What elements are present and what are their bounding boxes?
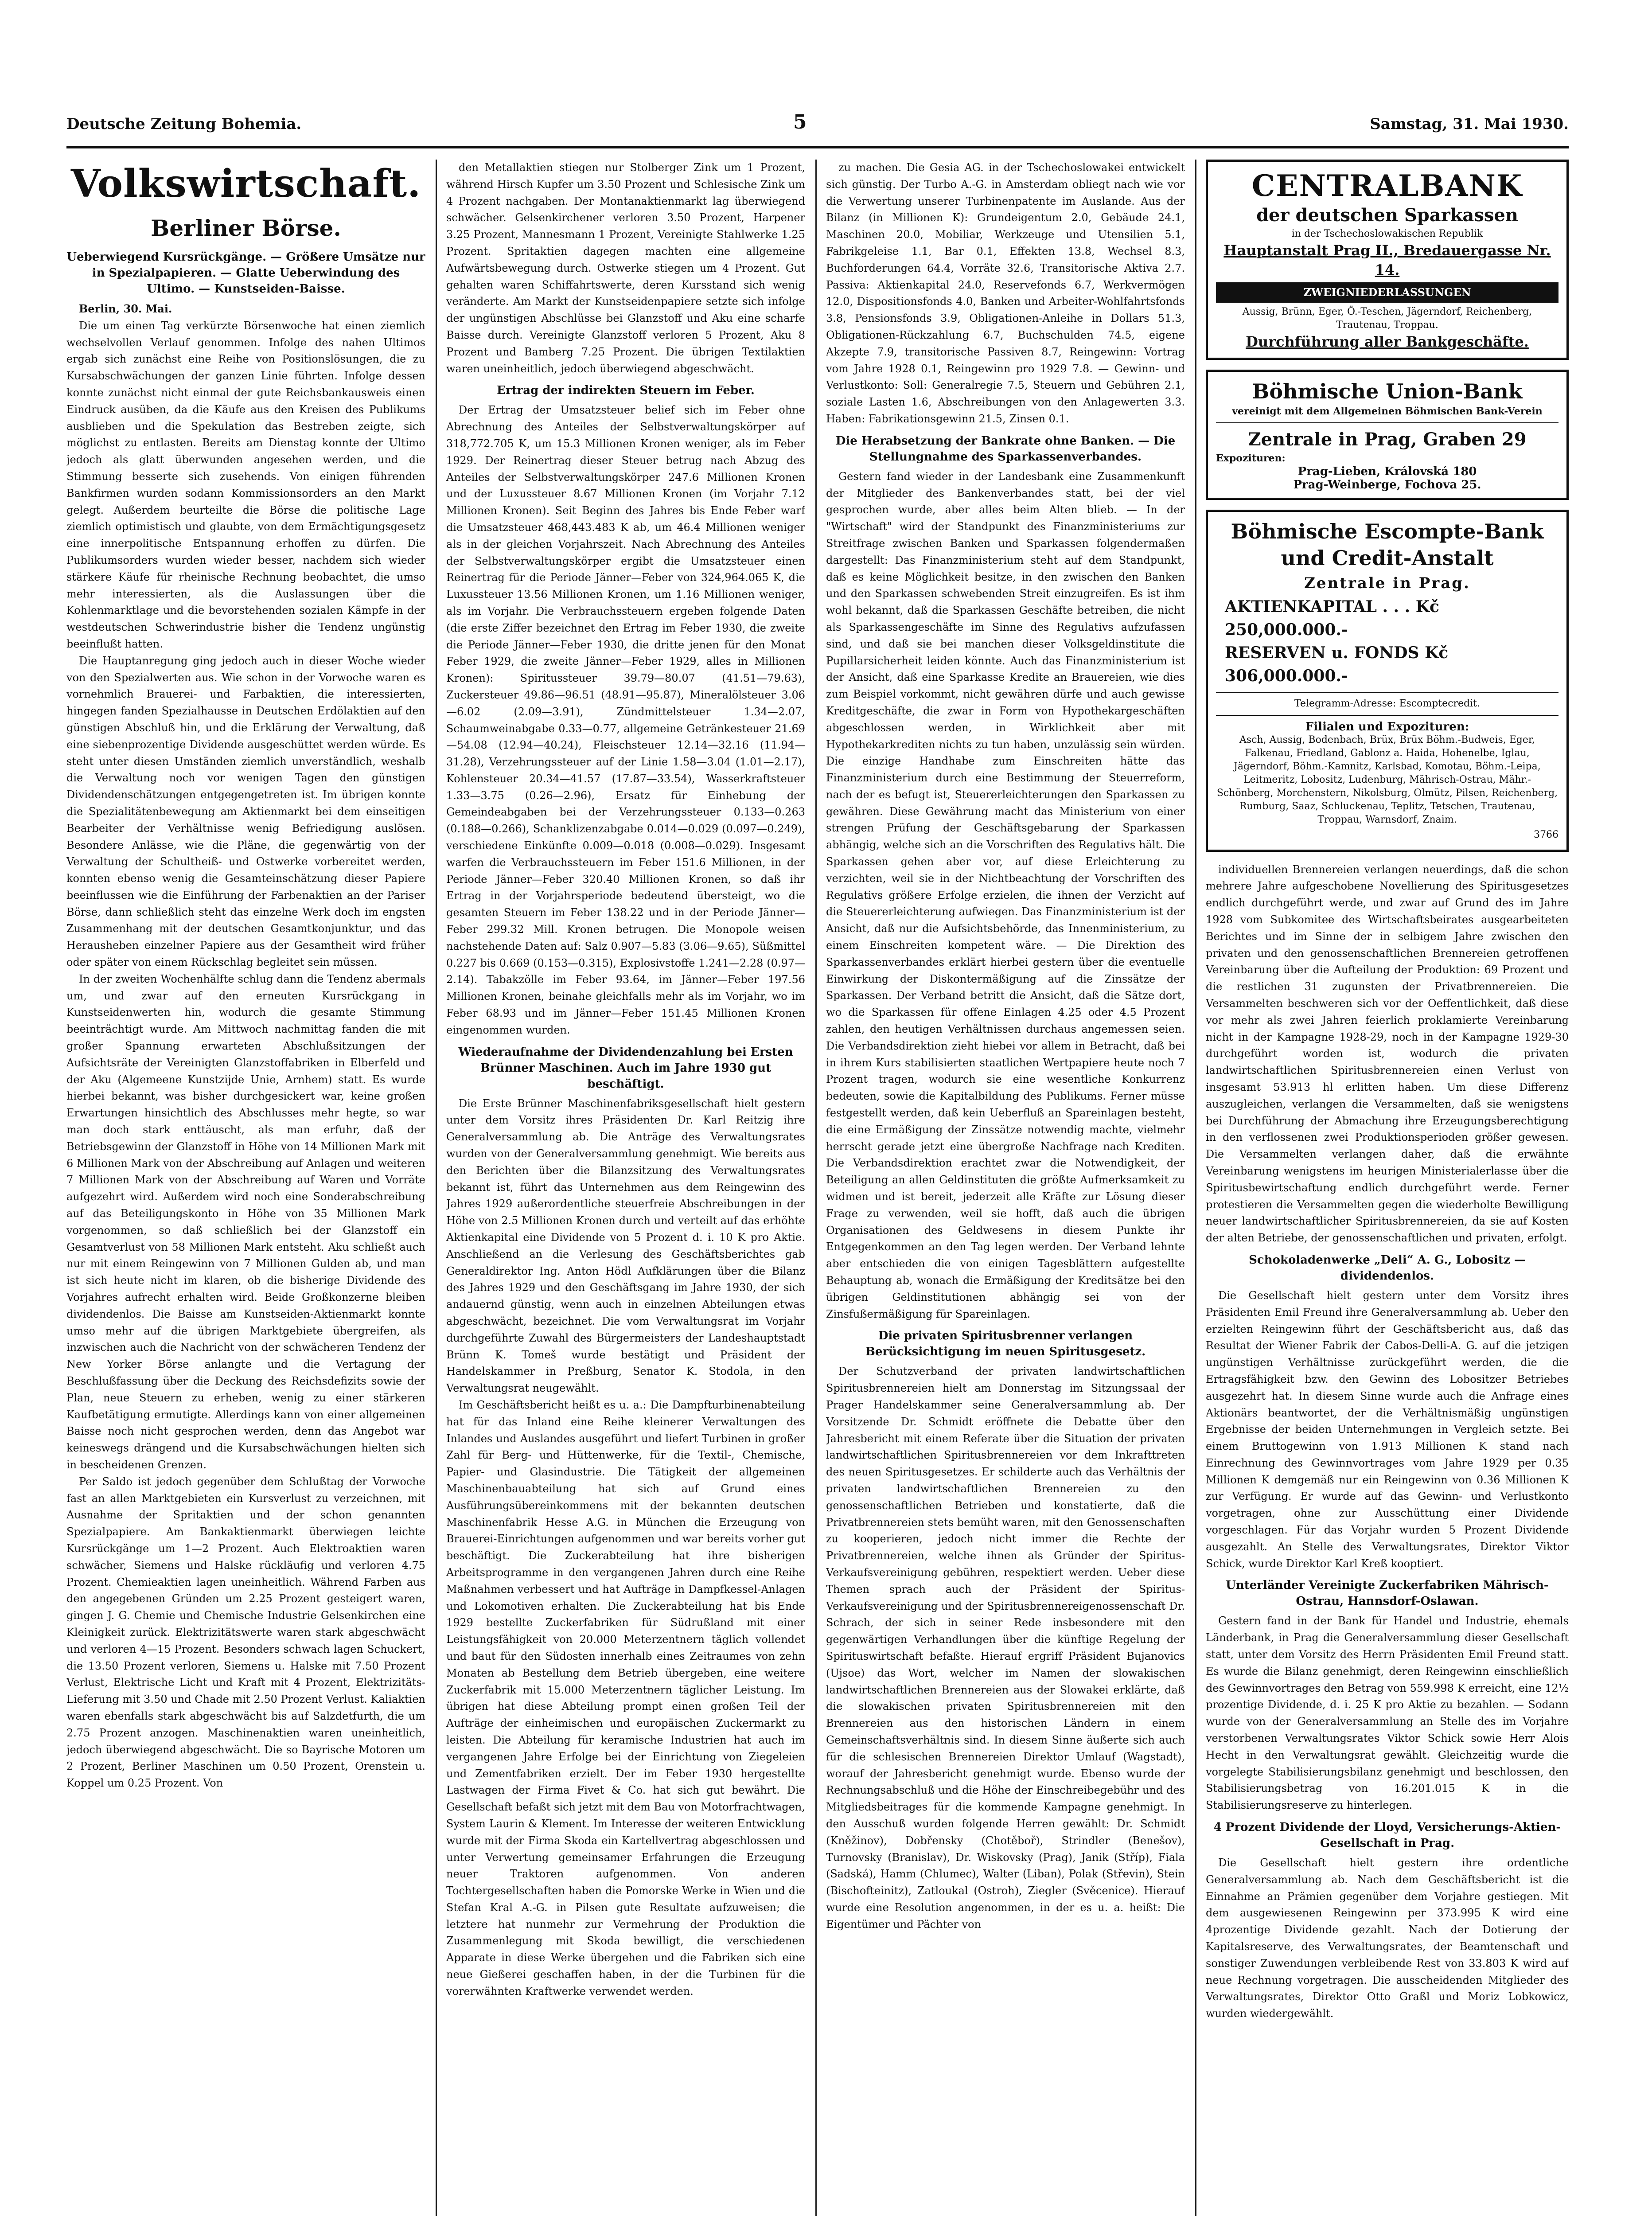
ad-branch: Prag-Weinberge, Fochova 25. (1293, 478, 1481, 492)
article-title-zucker: Unterländer Vereinigte Zuckerfabriken Mährisch-Ostrau, Hannsdorf-Oslawan. (1226, 1579, 1549, 1608)
ad-text: in der Tschechoslowakischen Republik (1291, 228, 1483, 239)
ad-branches: Asch, Aussig, Bodenbach, Brüx, Brüx Böhm.-Budweis, Eger, Falkenau, Friedland, Gablonz a. Haida, Hohenelbe, Iglau, Jägerndorf, Böhm.-Kamnitz, Karlsbad, Komotau, Böhm.-Leipa, Leitmeritz, Lobositz, Ludenburg, Mährisch-Ostrau, Mähr.-Schönberg, Morchenstern, Nikolsburg, Olmütz, Pilsen, Reichenberg, Rumburg, Saaz, Schluckenau, Teplitz, Tetschen, Trautenau, Troppau, Warnsdorf, Znaim. (1216, 734, 1558, 825)
article-title-spiritus: Die privaten Spiritusbrenner verlangen Berücksichtigung im neuen Spiritusgesetz. (865, 1329, 1146, 1359)
ad-title: Böhmische Escompte-Bank (1231, 519, 1544, 543)
ad-number: 3766 (1534, 829, 1558, 840)
ad-label: Expozituren: (1216, 452, 1286, 464)
ad-subtitle: vereinigt mit dem Allgemeinen Böhmischen Bank-Verein (1232, 405, 1543, 417)
ad-bar: ZWEIGNIEDERLASSUNGEN (1216, 282, 1558, 303)
ad-escompte-bank (1206, 510, 1569, 852)
ad-title: und Credit-Anstalt (1281, 546, 1494, 570)
ad-reserve-row (1216, 641, 1558, 687)
paragraph: Der Ertrag der Umsatzsteuer belief sich im Feber ohne Abrechnung des Anteiles der Selbstverwaltungskörper auf 318,772.705 K, um 15.3 Millionen Kronen weniger, als im Feber 1929. Der Reinertrag dieser Steuer betrug nach Abzug des Anteiles der Selbstverwaltungskörper 247.6 Millionen Kronen und der Luxussteuer 8.67 Millionen Kronen (im Vorjahr 7.12 Millionen Kronen). Seit Beginn des Jahres bis Ende Feber warf die Umsatzsteuer 468,443.483 K ab, um 46.4 Millionen weniger als in der gleichen Vorjahrszeit. Nach Abrechnung des Anteiles der Selbstverwaltungskörper ergibt die Umsatzsteuer einen Reinertrag für die Periode Jänner—Feber von 324,964.065 K, die Luxussteuer 13.56 Millionen Kronen, um 1.16 Millionen weniger, als im Vorjahr. Die Verbrauchssteuern ergeben folgende Daten (die erste Ziffer bezeichnet den Ertrag im Feber 1930, die zweite die Periode Jänner—Feber 1930, die dritte jenen für den Monat Feber 1929, die zweite Jänner—Feber 1929, alles in Millionen Kronen): Spiritussteuer 39.79—80.07 (41.51—79.63), Zuckersteuer 49.86—96.51 (48.91—95.87), Mineralölsteuer 3.06—6.02 (2.09—3.91), Zündmittelsteuer 1.34—2.07, Schaumweinabgabe 0.33—0.77, allgemeine Getränkesteuer 21.69—54.08 (12.94—40.24), Fleischsteuer 12.14—32.16 (11.94—31.28), Verzehrungssteuer auf der Linie 1.58—3.04 (1.01—2.17), Kohlensteuer 20.34—41.57 (17.87—33.54), Wasserkraftsteuer 1.33—3.75 (0.26—2.96), Ersatz für Einhebung der Gemeindeabgaben bei der Verzehrungssteuer 0.133—0.263 (0.188—0.266), Schanklizenzabgabe 0.014—0.029 (0.097—0.249), verschiedene Einkünfte 0.009—0.018 (0.008—0.029). Insgesamt warfen die Verbrauchssteuern im Feber 151.6 Millionen, in der Periode Jänner—Feber 320.40 Millionen Kronen, so daß ihr Ertrag in der Vorjahrsperiode bedeutend übersteigt, wo die gesamten Steuern im Feber 138.22 und in der Periode Jänner—Feber 299.32 Mill. Kronen betrugen. Die Monopole weisen nachstehende Daten auf: Salz 0.907—5.83 (3.06—9.65), Süßmittel 0.227 bis 0.669 (0.153—0.315), Explosivstoffe 1.241—2.28 (0.97—2.14). Tabakzölle im Feber 93.64, im Jänner—Feber 197.56 Millionen Kronen, beinahe gleichfalls mehr als im Vorjahr, wo im Feber 68.93 und im Jänner—Feber 151.45 Millionen Kronen eingenommen wurden. (446, 404, 805, 1036)
column-rule (1195, 160, 1196, 2216)
article-summary: Ueberwiegend Kursrückgänge. — Größere Umsätze nur in Spezialpapieren. — Glatte Ueberwindung des Ultimo. — Kunstseiden-Baisse. (66, 250, 425, 296)
paragraph: Die Erste Brünner Maschinenfabriksgesellschaft hielt gestern unter dem Vorsitz ihres Präsidenten Dr. Karl Reitzig ihre Generalversammlung ab. Die Anträge des Verwaltungsrates wurden von der Generalversammlung genehmigt. Wie bereits aus den Berichten über die Bilanzsitzung des Verwaltungsrates bekannt ist, führt das Unternehmen aus dem Reingewinn des Jahres 1929 außerordentliche steuerfreie Abschreibungen in der Höhe von 2.5 Millionen Kronen durch und verteilt auf das erhöhte Aktienkapital eine Dividende von 5 Prozent d. i. 10 K pro Aktie. Anschließend an die Verlesung des Geschäftsberichtes gab Generaldirektor Ing. Anton Hödl Aufklärungen über die Bilanz des Jahres 1929 und den Geschäftsgang im Jahre 1930, der sich andauernd günstig, wenn auch in einzelnen Abteilungen etwas abgeschwächt, bezeichnet. Die vom Verwaltungsrat im Vorjahr durchgeführte Zuwahl des Bürgermeisters der Landeshauptstadt Brünn K. Tomeš wurde bestätigt und Präsident der Handelskammer in Preßburg, Senator K. Stodola, in den Verwaltungsrat neugewählt. (446, 1097, 805, 1395)
divider (1216, 715, 1558, 716)
ad-address: Zentrale in Prag, Graben 29 (1248, 429, 1527, 450)
masthead-title: Deutsche Zeitung Bohemia. (66, 115, 302, 133)
ad-union-bank (1206, 370, 1569, 500)
divider (1216, 422, 1558, 423)
paragraph: Im Geschäftsbericht heißt es u. a.: Die Dampfturbinenabteilung hat für das Inland eine Reihe kleinerer Verwaltungen des Inlandes und Auslandes ausgeführt und liefert Turbinen in großer Zahl für Berg- und Hüttenwerke, für die Textil-, Chemische, Papier- und Glasindustrie. Die Tätigkeit der allgemeinen Maschinenbauabteilung hat sich auf Grund eines Ausführungsübereinkommens mit der bekannten deutschen Maschinenfabrik Hesse A.G. in München die Erzeugung von Brauerei-Einrichtungen aufgenommen und war bereits vorher gut beschäftigt. Die Zuckerabteilung hat ihre bisherigen Arbeitsprogramme in den vergangenen Jahren durch eine Reihe Maßnahmen verbessert und hat Aufträge in Dampfkessel-Anlagen und Lokomotiven erhalten. Die Zuckerabteilung hat bis Ende 1929 bestellte Zuckerfabriken für Südrußland mit einer Leistungsfähigkeit von 20.000 Meterzentnern täglich vollendet und baut für den Südosten innerhalb eines Zeitraumes von zehn Monaten ab Bestellung dem Betrieb übergeben, eine weitere Zuckerfabrik mit 15.000 Meterzentnern täglicher Leistung. Im übrigen hat diese Abteilung prompt einen großen Teil der Aufträge der einheimischen und europäischen Zuckermarkt zu leisten. Die Abteilung für keramische Industrien hat auch im vergangenen Jahre Erfolge bei der Einrichtung von Ziegeleien und Zementfabriken erzielt. Der im Feber 1930 hergestellte Lastwagen der Firma Fivet & Co. hat sich gut bewährt. Die Gesellschaft befaßt sich jetzt mit dem Bau von Motorfrachtwagen, System Laurin & Klement. Im Interesse der weiteren Entwicklung wurde mit der Firma Skoda ein Kartellvertrag abgeschlossen und unter Verwertung gemeinsamer Erfahrungen die Erzeugung neuer Traktoren aufgenommen. Von anderen Tochtergesellschaften haben die Pomorske Werke in Wien und die Stefan Kral A.-G. in Pilsen gute Resultate aufzuweisen; die letztere hat nunmehr zur Vermehrung der Produktion die Zusammenlegung mit Skoda bewilligt, die verschiedenen Apparate in diese Werke übergehen und die Fabriken sich eine neue Gießerei geschaffen haben, in der die Turbinen für die vorerwähnten Kraftwerke verwendet werden. (446, 1398, 805, 1998)
ad-address: Hauptanstalt Prag II., Bredauergasse Nr. 14. (1223, 242, 1551, 278)
column-4 (1206, 160, 1569, 2216)
article-title-steuern: Ertrag der indirekten Steuern im Feber. (497, 384, 755, 398)
column-rule (436, 160, 437, 2216)
paragraph: Per Saldo ist jedoch gegenüber dem Schlußtag der Vorwoche fast an allen Marktgebieten ein Kursverlust zu verzeichnen, mit Ausnahme der Spritaktien und der schon genannten Spezialpapiere. Am Bankaktienmarkt überwiegen leichte Kursrückgänge um 1—2 Prozent. Auch Elektroaktien waren schwächer, Siemens und Halske rückläufig und verloren 4.75 Prozent. Chemieaktien lagen uneinheitlich. Während Farben aus den angegebenen Gründen um 2.25 Prozent gesteigert waren, gingen J. G. Chemie und Chemische Industrie Gelsenkirchen eine Kleinigkeit zurück. Elektrizitätswerte waren stark abgeschwächt und verloren 4—15 Prozent. Besonders schwach lagen Schuckert, die 13.50 Prozent verloren, Siemens u. Halske mit 7.50 Prozent Verlust, Elektrische Licht und Kraft mit 4 Prozent, Elektrizitäts-Lieferung mit 3.50 und Chade mit 2.50 Prozent Verlust. Kaliaktien waren ebenfalls stark abgeschwächt bis auf Salzdetfurth, die um 2.75 Prozent anzogen. Maschinenaktien waren uneinheitlich, jedoch überwiegend abgeschwächt. Die so Bayrische Motoren um 2 Prozent, Berliner Maschinen um 0.50 Prozent, Orenstein u. Koppel um 0.25 Prozent. Von (66, 1475, 425, 1790)
column-1 (66, 160, 425, 2216)
ad-centralbank (1206, 160, 1569, 360)
running-header (66, 111, 1569, 137)
issue-date: Samstag, 31. Mai 1930. (1370, 115, 1569, 133)
article-title-bankrate: Die Herabsetzung der Bankrate ohne Banken. — Die Stellungnahme des Sparkassenverbandes. (835, 434, 1176, 464)
ad-capital-value: Kč 250,000.000.- (1225, 597, 1439, 639)
ad-telegram: Telegramm-Adresse: Escomptecredit. (1294, 698, 1480, 709)
ad-subtitle: der deutschen Sparkassen (1256, 205, 1518, 226)
ad-footer: Durchführung aller Bankgeschäfte. (1246, 333, 1529, 350)
article-title-deli: Schokoladenwerke „Deli“ A. G., Lobositz — dividendenlos. (1249, 1253, 1526, 1283)
dateline: Berlin, 30. Mai. (79, 302, 172, 315)
paragraph: individuellen Brennereien verlangen neuerdings, daß die schon mehrere Jahre aufgeschobene Novellierung des Spiritusgesetzes endlich durchgeführt werde, und zwar auf Grund des im Jahre 1928 vom Subkomitee des Wirtschaftsbeirates ausgearbeiteten Berichtes und im Sinne der in selbigem Jahre zwischen den privaten und den genossenschaftlichen Brennereien getroffenen Vereinbarung über die Aufteilung der Produktion: 69 Prozent und die restlichen 31 zugunsten der Privatbrennereien. Die Versammelten beschweren sich vor der Oeffentlichkeit, daß diese vor mehr als zwei Jahren feierlich proklamierte Vereinbarung nicht in der Kampagne 1928-29, noch in der Kampagne 1929-30 durchgeführt worden ist, wodurch die privaten landwirtschaftlichen Spiritusbrennereien einen Verlust von insgesamt 53.913 hl erlitten haben. Um diese Differenz auszugleichen, verlangen die Versammelten, daß sie wenigstens bei Durchführung der Abmachung ihre Erzeugungsberechtigung in den verflossenen zwei Produktionsperioden größer gewesen. Die Versammelten verlangen daher, daß die erwähnte Vereinbarung wenigstens im heurigen Ministerialerlasse über die Spiritusbewirtschaftung endlich durchgeführt werde. Ferner protestieren die Versammelten gegen die wiederholte Bewilligung neuer landwirtschaftlicher Spiritusbrennereien, da sie auf Kosten der alten Betriebe, der genossenschaftlichen und privaten, erfolgt. (1206, 863, 1569, 1245)
divider (1216, 692, 1558, 693)
paragraph: In der zweiten Wochenhälfte schlug dann die Tendenz abermals um, und zwar auf den erneuten Kursrückgang in Kunstseidenwerten hin, wodurch die gesamte Stimmung beeinträchtigt wurde. Am Mittwoch nachmittag fanden die mit großer Spannung erwarteten Abschlußsitzungen der Aufsichtsräte der Vereinigten Glanzstoffabriken in Elberfeld und der Aku (Algemeene Kunstzijde Unie, Arnhem) statt. Es wurde hierbei bekannt, was bisher durchgesickert war, keine großen Erwartungen hinsichtlich des Abschlusses mehr hegte, so war man doch stark enttäuscht, als man erfuhr, daß der Betriebsgewinn der Glanzstoff in Höhe von 14 Millionen Mark mit 6 Millionen Mark von der Abschreibung auf Anlagen und weiteren 7 Millionen Mark von der Abschreibung auf Waren und Vorräte aufgezehrt wird. Außerdem wird noch eine Sonderabschreibung auf das Beteiligungskonto in Höhe von 35 Millionen Mark vorgenommen, so daß schließlich bei der Glanzstoff ein Gesamtverlust von 58 Millionen Mark entsteht. Aku schließt auch nur mit einem Reingewinn von 7 Millionen Gulden ab, und man ist sich heute nicht im klaren, ob die bisherige Dividende des Vorjahres aufrecht erhalten wird. Beide Großkonzerne bleiben dividendenlos. Die Baisse am Kunstseiden-Aktienmarkt konnte umso mehr auf die übrigen Marktgebiete übergreifen, als inzwischen auch die Nachricht von der schwächeren Tendenz der New Yorker Börse anlangte und die Vertagung der Beschlußfassung über die Deckung des Reichsdefizits sowie der Plan, neue Steuern zu erheben, wenig zu einer stärkeren Kaufbetätigung ermutigte. Allerdings kann von einer allgemeinen Baisse noch nicht gesprochen werden, denn das Angebot war keineswegs drängend und die Kursabschwächungen hielten sich in bescheidenen Grenzen. (66, 972, 425, 1471)
paragraph: zu machen. Die Gesia AG. in der Tschechoslowakei entwickelt sich günstig. Der Turbo A.-G. in Amsterdam obliegt nach wie vor die Verwertung unserer Turbinenpatente im Auslande. Aus der Bilanz (in Millionen K): Grundeigentum 2.0, Gebäude 24.1, Maschinen 20.0, Mobiliar, Werkzeuge und Utensilien 5.1, Fabrikgeleise 1.1, Bar 0.1, Effekten 13.8, Wechsel 8.3, Buchforderungen 64.4, Vorräte 32.6, Transitorische Aktiva 2.7. Passiva: Aktienkapital 24.0, Reservefonds 6.7, Werkvermögen 12.0, Dispositionsfonds 4.0, Banken und Arbeiter-Wohlfahrtsfonds 3.8, Pensionsfonds 3.9, Obligationen-Anleihe in Dollars 51.3, Obligationen-Rückzahlung 6.7, Buchschulden 74.5, eigene Akzepte 7.9, transitorische Passiven 8.7, Reingewinn: Vortrag vom Jahre 1928 0.1, Reingewinn pro 1929 7.8. — Gewinn- und Verlustkonto: Soll: Generalregie 7.5, Steuern und Gebühren 2.1, soziale Lasten 1.6, Abschreibungen von den Anlagewerten 3.3. Haben: Fabrikationsgewinn 21.5, Zinsen 0.1. (826, 161, 1185, 425)
ad-branch: Prag-Lieben, Královská 180 (1297, 464, 1477, 478)
column-2 (446, 160, 805, 2216)
paragraph: Der Schutzverband der privaten landwirtschaftlichen Spiritusbrennereien hielt am Donnerstag im Sitzungssaal der Prager Handelskammer seine Generalversammlung ab. Der Vorsitzende Dr. Schmidt eröffnete die Debatte über den Jahresbericht mit einem Referate über die Situation der privaten landwirtschaftlichen Spiritusbrennereien vor dem Inkrafttreten des neuen Spiritusgesetzes. Er schilderte auch das Verhältnis der privaten landwirtschaftlichen Brennereien zu den genossenschaftlichen Betrieben und konstatierte, daß die Privatbrennereien stets bemüht waren, mit den Genossenschaften zu kooperieren, jedoch nicht immer die Rechte der Privatbrennereien, welche ihnen als Gründer der Spiritus-Verkaufsvereinigung gebühren, respektiert werden. Ueber diese Themen sprach auch der Präsident der Spiritus-Verkaufsvereinigung und der Spiritusbrennereigenossenschaft Dr. Schrach, der sich in seiner Rede insbesondere mit den gegenwärtigen Verhandlungen über die künftige Regelung der Spirituswirtschaft befaßte. Hierauf ergriff Präsident Bujanovics (Ujsoe) das Wort, welcher im Namen der slowakischen landwirtschaftlichen Brennereien aus der Slowakei erklärte, daß die slowakischen privaten Spiritusbrennereien mit den Brennereien aus den historischen Ländern in einem Gemeinschaftsverhältnis sind. In diesem Sinne äußerte sich auch für die schlesischen Brennereien Direktor Umlauf (Wagstadt), worauf der Jahresbericht genehmigt wurde. Ebenso wurde der Rechnungsabschluß und die Höhe der Einschreibegebühr und des Mitgliedsbeitrages für die kommende Kampagne genehmigt. In den Ausschuß wurden folgende Herren gewählt: Dr. Schmidt (Kněžinov), Dobřensky (Chotěboř), Strindler (Benešov), Turnovsky (Branislav), Dr. Wiskovsky (Prag), Janik (Stříp), Fiala (Sadská), Hamm (Chlumec), Walter (Liban), Polak (Střevin), Stein (Bischofteinitz), Zatloukal (Ostroh), Ziegler (Svěcenice). Hierauf wurde eine Resolution angenommen, in der es u. a. heißt: Die Eigentümer und Pächter von (826, 1365, 1185, 1931)
article-title-bruenner: Wiederaufnahme der Dividendenzahlung bei Ersten Brünner Maschinen. Auch im Jahre 1930 gut beschäftigt. (458, 1045, 793, 1091)
header-rule (66, 146, 1569, 148)
article-title-lloyd: 4 Prozent Dividende der Lloyd, Versicherungs-Aktien-Gesellschaft in Prag. (1213, 1821, 1561, 1850)
paragraph: Gestern fand in der Bank für Handel und Industrie, ehemals Länderbank, in Prag die Generalversammlung dieser Gesellschaft statt, unter dem Vorsitz des Herrn Präsidenten Emil Freund statt. Es wurde die Bilanz genehmigt, deren Reingewinn einschließlich des Gewinnvortrages den Betrag von 559.998 K erreicht, eine 12½ prozentige Dividende, d. i. 25 K pro Aktie zu bezahlen. — Sodann wurde von der Generalversammlung an Stelle des im Vorjahre verstorbenen Verwaltungsrates Viktor Schick sowie Herr Alois Hecht in den Verwaltungsrat gewählt. Gleichzeitig wurde die vorgelegte Stabilisierungsbilanz genehmigt und beschlossen, den Stabilisierungsbetrag von 16.201.015 K in die Stabilisierungsreserve zu hinterlegen. (1206, 1615, 1569, 1812)
article-title-boerse: Berliner Börse. (151, 215, 341, 241)
paragraph: den Metallaktien stiegen nur Stolberger Zink um 1 Prozent, während Hirsch Kupfer um 3.50 Prozent und Schlesische Zink um 4 Prozent nachgaben. Der Montanaktienmarkt lag überwiegend schwächer. Gelsenkirchener verloren 3.50 Prozent, Harpener 3.25 Prozent, Mannesmann 1 Prozent, Vereinigte Stahlwerke 1.25 Prozent. Spritaktien dagegen machten eine allgemeine Aufwärtsbewegung durch. Ostwerke stiegen um 4 Prozent. Gut gehalten waren Schiffahrtswerte, deren Kursstand sich wenig veränderte. Am Markt der Kunstseidenpapiere setzte sich infolge der ungünstigen Abschlüsse bei Glanzstoff und Aku eine scharfe Baisse durch. Vereinigte Glanzstoff verloren 5 Prozent, Aku 8 Prozent und Bamberg 7.25 Prozent. Die übrigen Textilaktien waren uneinheitlich, jedoch überwiegend abgeschwächt. (446, 161, 805, 375)
section-title: Volkswirtschaft. (70, 161, 421, 206)
paragraph: Die Gesellschaft hielt gestern unter dem Vorsitz ihres Präsidenten Emil Freund ihre Generalversammlung ab. Ueber den erzielten Reingewinn führt der Geschäftsbericht aus, daß das Resultat der Wiener Fabrik der Cabos-Delli-A. G. auf die jetzigen ungünstigen Verhältnisse zurückgeführt werden, die die Ertragsfähigkeit bzw. den Gewinn des Lobositzer Betriebes ausgezehrt hat. In diesem Sinne wurde auch die Anfrage eines Aktionärs beantwortet, der die Verhältnismäßig ungünstigen Ergebnisse der beiden Unternehmungen in Vergleich setzte. Bei einem Bruttogewinn von 1.913 Millionen K stand nach Einrechnung des Gewinnvortrages vom Jahre 1929 per 0.35 Millionen K demgemäß nur ein Reingewinn von 0.36 Millionen K zur Verfügung. Er wurde auf das Gewinn- und Verlustkonto vorgetragen, ohne zur Ausschüttung einer Dividende vorgeschlagen. Für das Vorjahr wurden 5 Prozent Dividende ausgezahlt. An Stelle des Verwaltungsrates, Direktor Viktor Schick, wurde Direktor Karl Kreß kooptiert. (1206, 1289, 1569, 1570)
paragraph: Die um einen Tag verkürzte Börsenwoche hat einen ziemlich wechselvollen Verlauf genommen. Infolge des nahen Ultimos ergab sich zunächst eine Reihe von Positionslösungen, die zu Kursabschwächungen der ganzen Linie führten. Infolge dessen konnte zunächst nicht einmal der gute Reichsbankausweis einen Eindruck ausüben, da die Käufe aus den Kreisen des Publikums ausblieben und die Spekulation das Bestreben zeigte, sich möglichst zu entlasten. Bereits am Dienstag konnte der Ultimo jedoch als glatt überwunden angesehen werden, und die Stimmung besserte sich zusehends. Von einigen führenden Bankfirmen wurden sodann Kommissionsorders an den Markt gelegt. Außerdem beurteilte die Börse die politische Lage ziemlich optimistisch und glaubte, von dem Ermächtigungsgesetz eine innerpolitische Entspannung erhoffen zu dürfen. Die Publikumsorders wurden wieder besser, nachdem sich wieder stärkere Käufe für rheinische Rechnung beobachtet, die umso mehr interessierten, als die Auslassungen über die Kohlenmarktlage und die bevorstehenden sozialen Kämpfe in der westdeutschen Schwerindustrie bisher die Tendenz ungünstig beeinflußt hatten. (66, 319, 425, 650)
ad-reserve-label: RESERVEN u. FONDS (1225, 643, 1419, 662)
ad-subtitle: Zentrale in Prag. (1304, 574, 1470, 592)
column-3 (826, 160, 1185, 2216)
ad-title: Böhmische Union-Bank (1252, 379, 1523, 403)
paragraph: Die Hauptanregung ging jedoch auch in dieser Woche wieder von den Spezialwerten aus. Wie schon in der Vorwoche waren es vornehmlich Brauerei- und Farbaktien, die interessierten, hingegen fanden Spezialhausse in Deutschen Erdölaktien auf den günstigen Abschluß hin, und die Erklärung der Verwaltung, daß eine siebenprozentige Dividende ausgeschüttet werden würde. Es steht unter diesen Umständen ziemlich unverständlich, weshalb die Verwaltung noch vor wenigen Tagen den günstigen Dividendenschätzungen entgegengetreten ist. Im übrigen konnte die Spezialitätenbewegung am Aktienmarkt bei dem einseitigen Bearbeiter der Verhältnisse wenig Befriedigung auslösen. Besondere Anlässe, wie die Pläne, die gegenwärtig von der Verwaltung der Schultheiß- und Ostwerke vorbereitet werden, konnten ebenso wenig die Gesamteinschätzung dieser Papiere beeinflussen wie die Einführung der Farbenaktien an der Pariser Börse, dann schließlich steht das einzelne Werk doch im engsten Zusammenhang mit der deutschen Gesamtkonjunktur, und das Herausheben einzelner Papiere aus der Gesamtheit wird früher oder später von einem Rückschlag begleitet sein müssen. (66, 654, 425, 969)
paragraph: Gestern fand wieder in der Landesbank eine Zusammenkunft der Mitglieder des Bankenverbandes statt, bei der viel gesprochen wurde, aber alles beim Alten blieb. — In der "Wirtschaft" wird der Standpunkt des Finanzministeriums zur Streitfrage zwischen Banken und Sparkassen folgendermaßen dargestellt: Das Finanzministerium steht auf dem Standpunkt, daß es keine Möglichkeit besitze, in den zwischen den Banken und den Sparkassen schwebenden Streit einzugreifen. Es ist ihm wohl bekannt, daß die Sparkassen Geschäfte betreiben, die nicht als Sparkassengeschäfte im Sinne des Regulativs aufzufassen sind, und daß sie bei manchen dieser Volksgeldinstitute die Pupillarsicherheit leiden könnte. Auch das Finanzministerium ist der Ansicht, daß eine Sparkasse Kredite an Brauereien, wie dies zum Beispiel vorkommt, nicht gewähren dürfe und auch gewisse Kreditgeschäfte, die zwar in Form von Hypothekargeschäften abgeschlossen werden, in Wirklichkeit aber mit Hypothekarkrediten nichts zu tun haben, unzulässig sein würden. Die einzige Handhabe zum Einschreiten hätte das Finanzministerium durch eine Bestimmung der Steuerreform, nach der es befugt ist, Steuererleichterungen den Sparkassen zu gewähren. Diese Gewährung macht das Ministerium von einer strengen Prüfung der Geschäftsgebarung der Sparkassen abhängig, welche sich an die Vorschriften des Regulativs hält. Die Sparkassen gehen aber vor, auf diese Erleichterung zu verzichten, weil sie in der Nichtbeachtung der Vorschriften des Regulativs größere Erfolge erzielen, die ihnen der Verzicht auf die Steuererleichterung aufwiegen. Das Finanzministerium ist der Ansicht, daß nur die Aufsichtsbehörde, das Innenministerium, zu einem Einschreiten kompetent wäre. — Die Direktion des Sparkassenverbandes erklärt hierbei gestern über die eventuelle Einwirkung der Diskontermäßigung auf die Zinssätze der Sparkassen. Der Verband betritt die Ansicht, daß die Sätze dort, wo die Sparkassen für offene Einlagen 4.25 oder 4.5 Prozent zahlen, den heutigen Verhältnissen durchaus angemessen seien. Die Verbandsdirektion zieht hiebei vor allem in Betracht, daß bei in ihrem Kurs stabilisierten staatlichen Wertpapiere heute noch 7 Prozent tragen, wodurch sie eine wesentliche Konkurrenz bedeuten, sowie die Kapitalbildung des Publikums. Ferner müsse festgestellt werden, daß kein Ueberfluß an Spareinlagen besteht, die eine Ermäßigung der Zinssätze notwendig machte, vielmehr herrscht gerade jetzt eine übergroße Nachfrage nach Krediten. Die Verbandsdirektion erachtet zwar die Notwendigkeit, der Beteiligung an allen Geldinstituten die größte Aufmerksamkeit zu widmen und ist bereit, jederzeit alle Kräfte zur Lösung dieser Frage zu verwenden, weil sie hofft, daß auch die übrigen Organisationen des Geldwesens in diesem Punkte ihr Entgegenkommen an den Tag legen werden. Der Verband lehnte aber entschieden die von einigen Tagesblättern aufgestellte Behauptung ab, wonach die Ermäßigung der Kreditsätze bei den übrigen Geldinstitutionen abhängig sei von der Zinsfußermäßigung für Spareinlagen. (826, 470, 1185, 1320)
ad-title: CENTRALBANK (1251, 168, 1523, 203)
ad-capital-label: AKTIENKAPITAL . . . (1225, 597, 1410, 616)
ad-reserve-value: Kč 306,000.000.- (1225, 643, 1449, 685)
column-rule (815, 160, 817, 2216)
paragraph: Die Gesellschaft hielt gestern ihre ordentliche Generalversammlung ab. Nach dem Geschäftsbericht ist die Einnahme an Prämien gegenüber dem Vorjahre gestiegen. Mit dem ausgewiesenen Reingewinn per 373.995 K wird eine 4prozentige Dividende gezahlt. Nach der Dotierung der Kapitalsreserve, des Verwaltungsrates, der Beamtenschaft und sonstiger Zuwendungen verbleibende Rest von 33.803 K wird auf neue Rechnung vorgetragen. Die ausscheidenden Mitglieder des Verwaltungsrates, Direktor Otto Graßl und Moriz Lobkowicz, wurden wiedergewählt. (1206, 1857, 1569, 2020)
newspaper-page (66, 102, 1569, 2216)
ad-branches: Aussig, Brünn, Eger, Ö.-Teschen, Jägerndorf, Reichenberg, Trautenau, Troppau. (1242, 306, 1532, 331)
ad-label: Filialen und Expozituren: (1305, 720, 1469, 733)
ad-capital-row (1216, 595, 1558, 641)
page-number: 5 (793, 111, 807, 133)
